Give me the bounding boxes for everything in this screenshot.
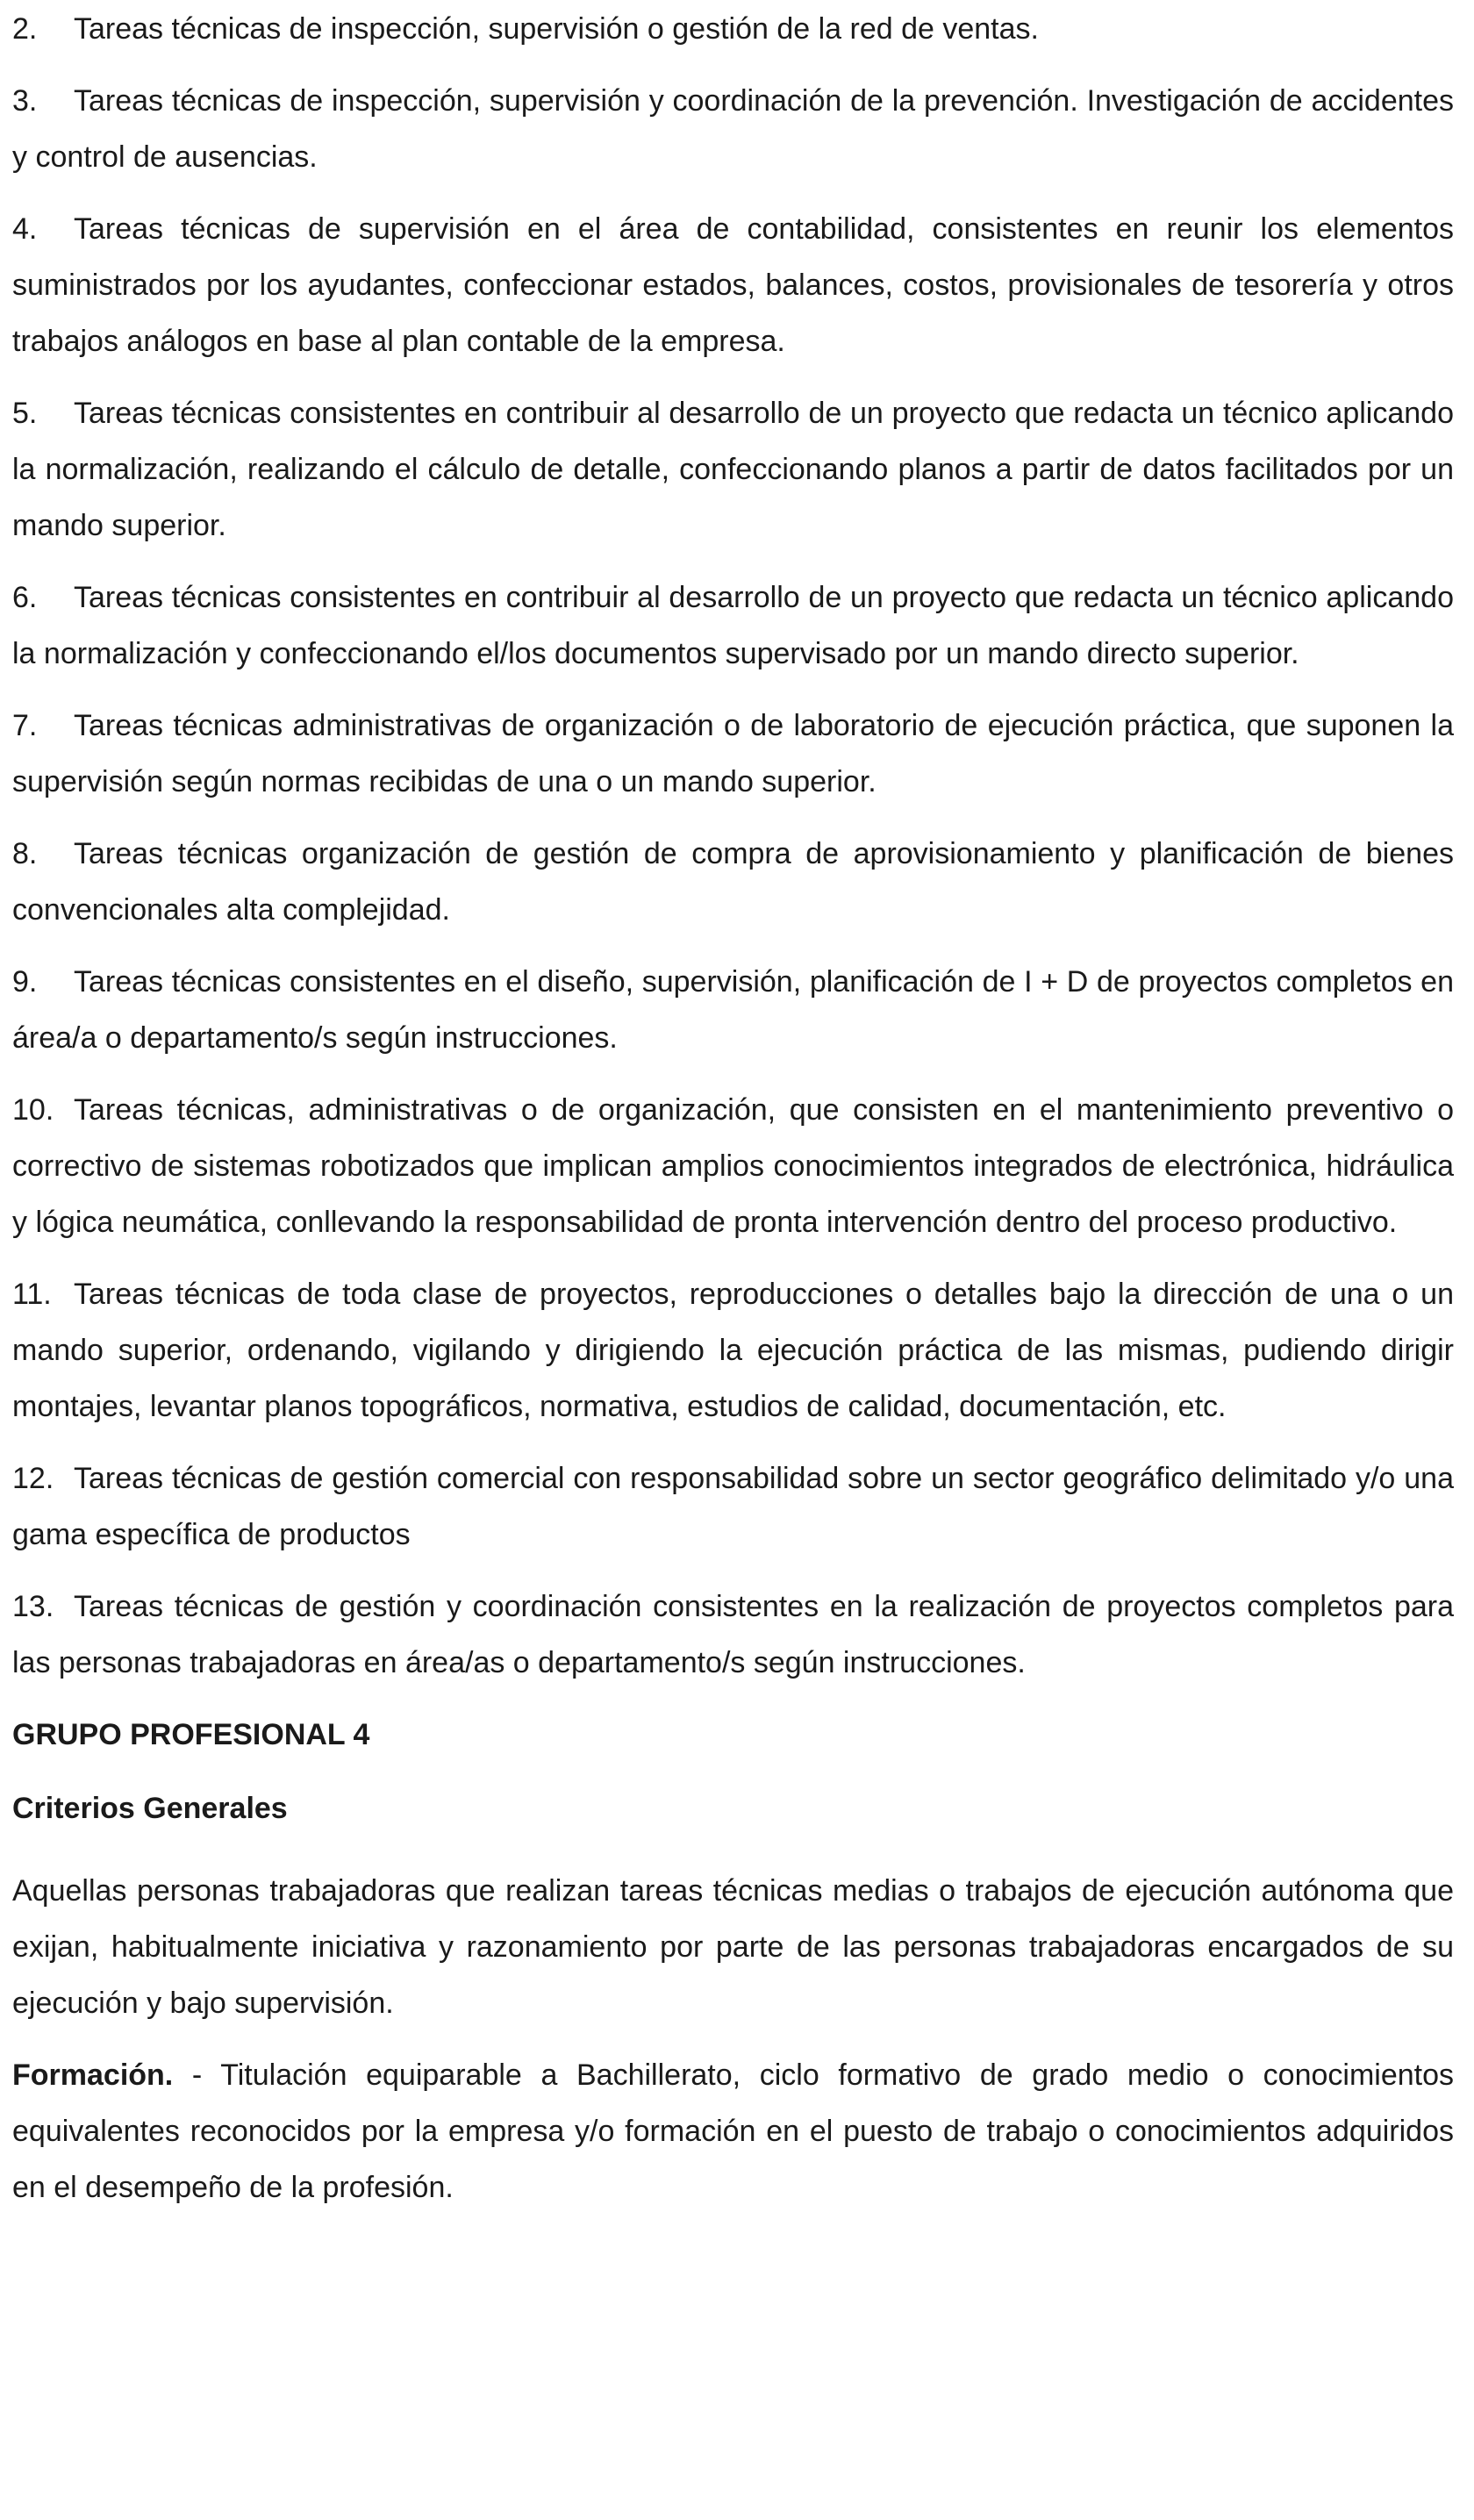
- item-text: Tareas técnicas organización de gestión de compra de aprovisionamiento y planificación de bienes convencionales alta complejidad.: [12, 837, 1454, 927]
- list-item: [12, 73, 1454, 185]
- item-number: 2.: [12, 12, 38, 46]
- item-text: Tareas técnicas consistentes en contribuir al desarrollo de un proyecto que redacta un técnico aplicando la normalización, realizando el cálculo de detalle, confeccionando planos a partir de datos facilitados por un mando superior.: [12, 397, 1454, 542]
- criteria-heading: Criterios Generales: [12, 1792, 288, 1825]
- item-number: 13.: [12, 1590, 54, 1623]
- item-number: 4.: [12, 212, 38, 246]
- item-number: 12.: [12, 1462, 54, 1495]
- item-number: 8.: [12, 837, 38, 870]
- document-page: [12, 0, 1454, 2231]
- list-item: [12, 954, 1454, 1066]
- item-number: 5.: [12, 397, 38, 430]
- formacion-text: - Titulación equiparable a Bachillerato, ciclo formativo de grado medio o conocimientos equivalentes reconocidos por la empresa y/o formación en el puesto de trabajo o conocimientos adquiridos en el desempeño de la profesión.: [12, 2058, 1454, 2204]
- list-item: [12, 1082, 1454, 1250]
- criteria-paragraph: Aquellas personas trabajadoras que realizan tareas técnicas medias o trabajos de ejecución autónoma que exijan, habitualmente iniciativa y razonamiento por parte de las personas trabajadoras encargados de su ejecución y bajo supervisión.: [12, 1874, 1454, 2020]
- list-item: [12, 1450, 1454, 1563]
- list-item: [12, 1266, 1454, 1435]
- item-number: 10.: [12, 1093, 54, 1127]
- list-item: [12, 201, 1454, 369]
- item-number: 7.: [12, 709, 38, 742]
- formacion-label: Formación.: [12, 2058, 174, 2092]
- item-text: Tareas técnicas consistentes en contribuir al desarrollo de un proyecto que redacta un técnico aplicando la normalización y confeccionando el/los documentos supervisado por un mando directo superior.: [12, 581, 1454, 670]
- item-text: Tareas técnicas administrativas de organización o de laboratorio de ejecución práctica, que suponen la supervisión según normas recibidas de una o un mando superior.: [12, 709, 1454, 798]
- item-number: 6.: [12, 581, 38, 614]
- formacion-paragraph: [12, 2047, 1454, 2216]
- item-text: Tareas técnicas de gestión comercial con responsabilidad sobre un sector geográfico delimitado y/o una gama específica de productos: [12, 1462, 1454, 1551]
- item-text: Tareas técnicas de supervisión en el área de contabilidad, consistentes en reunir los elementos suministrados por los ayudantes, confeccionar estados, balances, costos, provisionales de tesorería y otros trabajos análogos en base al plan contable de la empresa.: [12, 212, 1454, 358]
- item-number: 11.: [12, 1278, 52, 1311]
- list-item: [12, 1579, 1454, 1691]
- list-item: [12, 826, 1454, 938]
- item-text: Tareas técnicas consistentes en el diseño, supervisión, planificación de I + D de proyectos completos en área/a o departamento/s según instrucciones.: [12, 965, 1454, 1055]
- item-text: Tareas técnicas, administrativas o de organización, que consisten en el mantenimiento preventivo o correctivo de sistemas robotizados que implican amplios conocimientos integrados de electrónica, hidráulica y lógica neumática, conllevando la responsabilidad de pronta intervención dentro del proceso productivo.: [12, 1093, 1454, 1239]
- item-number: 3.: [12, 84, 38, 118]
- item-text: Tareas técnicas de gestión y coordinación consistentes en la realización de proyectos completos para las personas trabajadoras en área/as o departamento/s según instrucciones.: [12, 1590, 1454, 1679]
- group-heading: GRUPO PROFESIONAL 4: [12, 1718, 370, 1751]
- list-item: [12, 1, 1454, 57]
- item-text: Tareas técnicas de inspección, supervisión o gestión de la red de ventas.: [74, 12, 1039, 46]
- item-number: 9.: [12, 965, 38, 999]
- list-item: [12, 569, 1454, 682]
- list-item: [12, 698, 1454, 810]
- item-text: Tareas técnicas de inspección, supervisión y coordinación de la prevención. Investigación de accidentes y control de ausencias.: [12, 84, 1454, 174]
- list-item: [12, 385, 1454, 554]
- item-text: Tareas técnicas de toda clase de proyectos, reproducciones o detalles bajo la dirección de una o un mando superior, ordenando, vigilando y dirigiendo la ejecución práctica de las mismas, pudiendo dirigir montajes, levantar planos topográficos, normativa, estudios de calidad, documentación, etc.: [12, 1278, 1454, 1423]
